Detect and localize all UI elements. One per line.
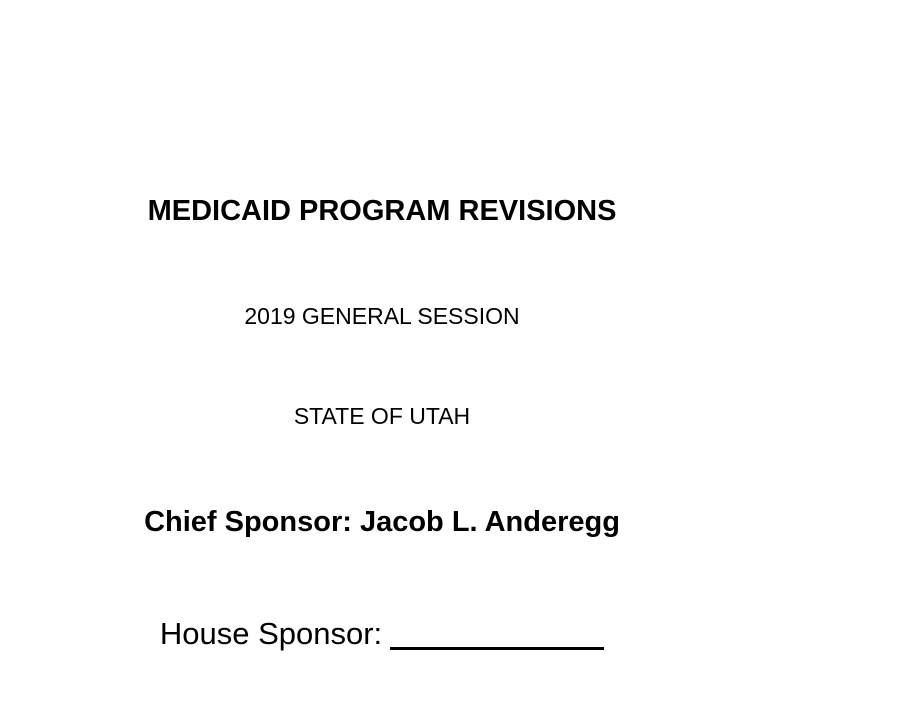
session-label: 2019 GENERAL SESSION <box>244 303 520 329</box>
state-label: STATE OF UTAH <box>293 403 471 429</box>
house-sponsor-line <box>0 617 764 649</box>
house-sponsor-label: House Sponsor: <box>159 616 383 651</box>
bill-title: MEDICAID PROGRAM REVISIONS <box>147 195 617 227</box>
chief-sponsor: Chief Sponsor: Jacob L. Anderegg <box>144 506 620 538</box>
house-sponsor-blank <box>390 623 604 650</box>
